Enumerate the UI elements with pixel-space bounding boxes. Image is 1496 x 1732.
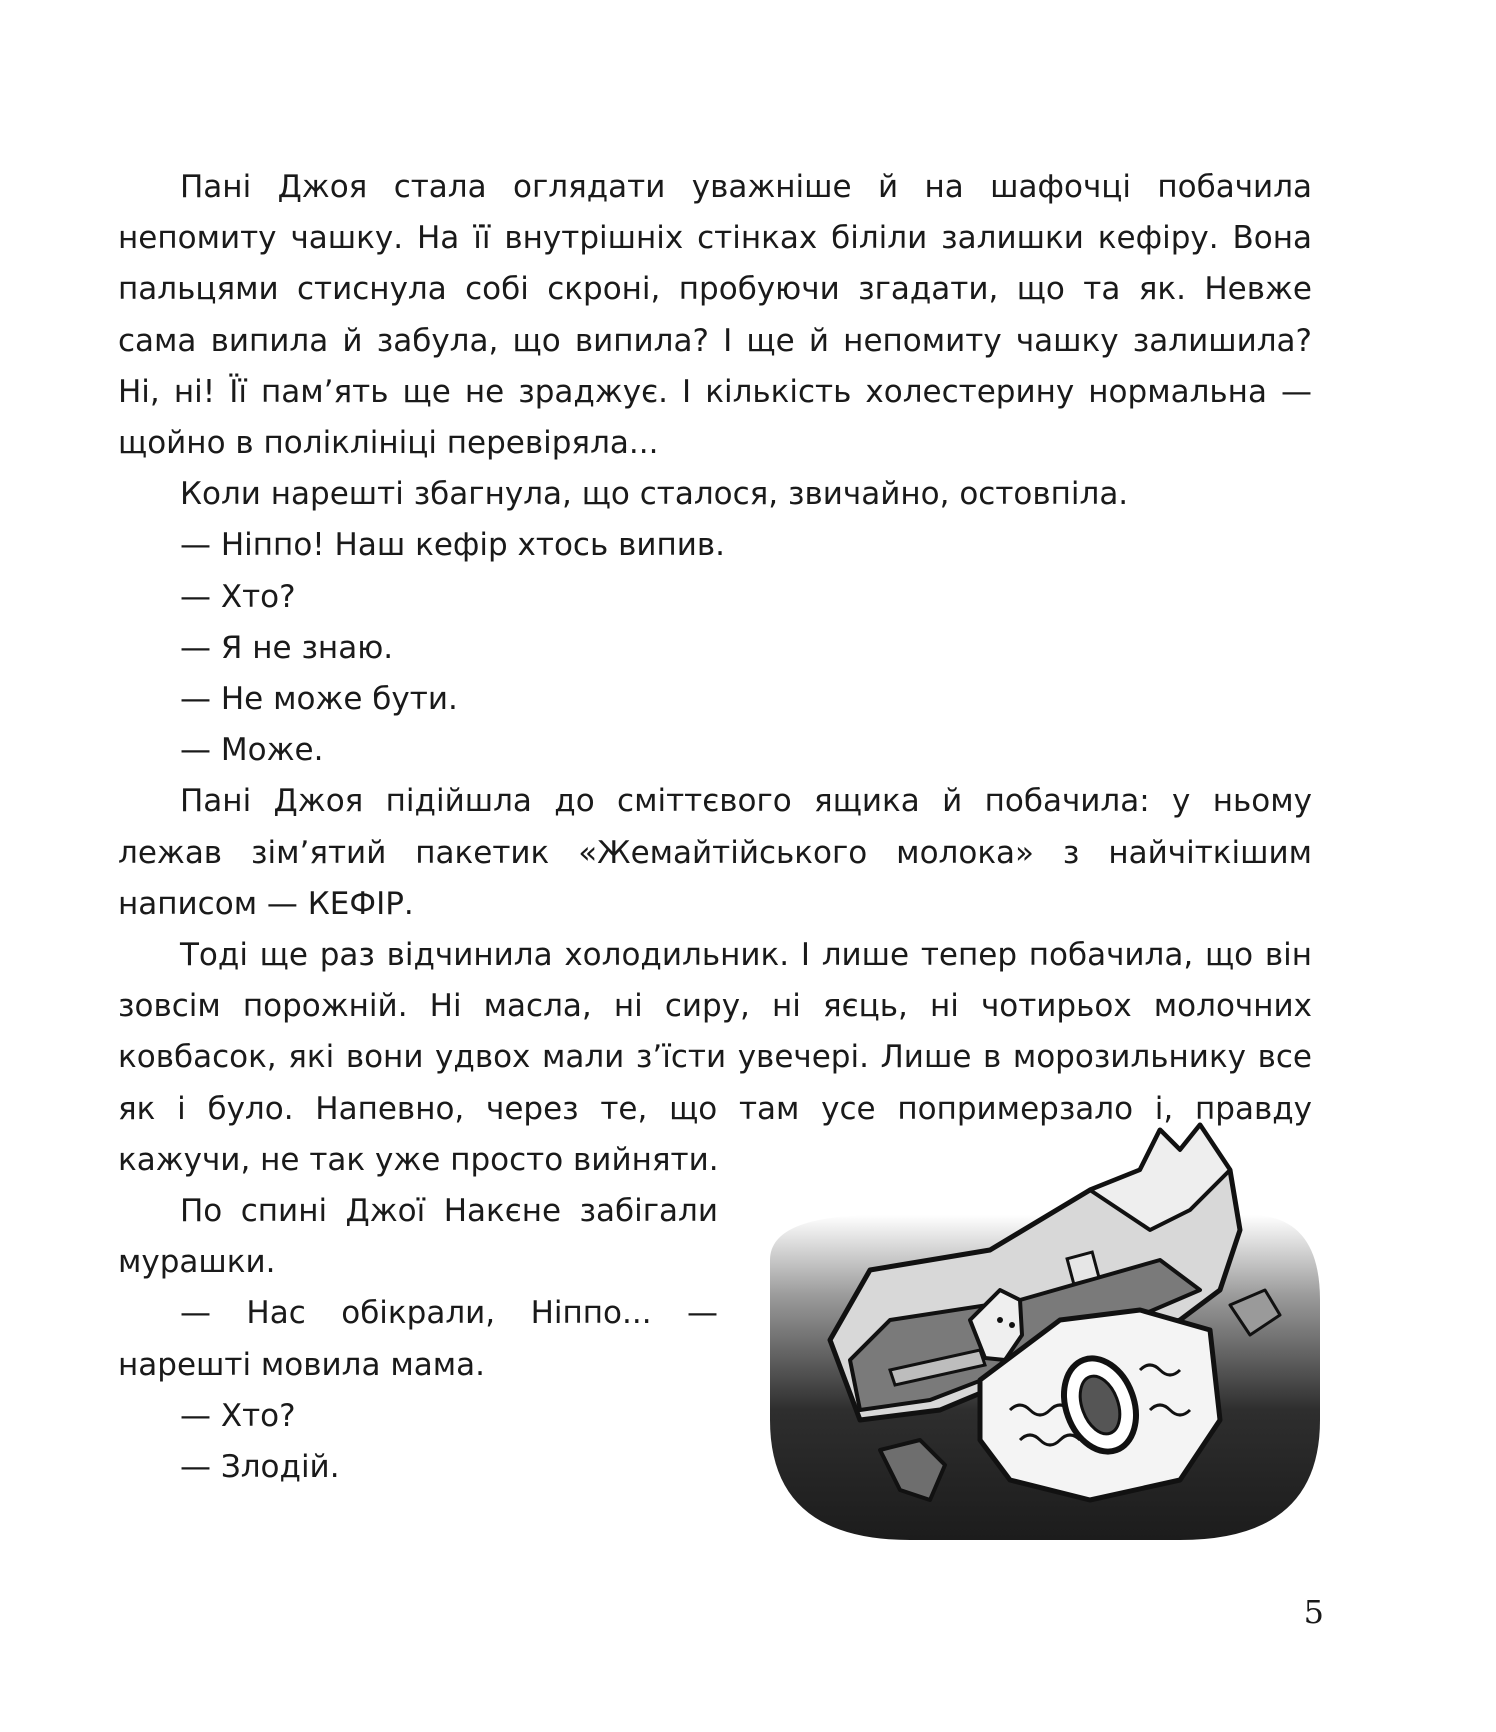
paragraph: Коли нарешті збагнула, що сталося, звичайно, остовпіла. bbox=[180, 476, 1129, 513]
narrow-text-block bbox=[118, 1186, 718, 1493]
dialogue-line: — Хто? bbox=[180, 1397, 296, 1434]
dialogue-line: — Хто? bbox=[180, 578, 296, 615]
crumpled-kefir-carton-icon bbox=[760, 1120, 1320, 1540]
paragraph: Пані Джоя підійшла до сміттєвого ящика й побачила: у ньому лежав зім’ятий пакетик «Жемайтійського молока» з найчіткішим написом — КЕФІР. bbox=[118, 783, 1312, 922]
paragraph: По спині Джої Накєне забігали мурашки. bbox=[118, 1193, 718, 1281]
dialogue-line: — Нас обікрали, Ніппо... — нарешті мовила мама. bbox=[118, 1295, 718, 1383]
page-number: 5 bbox=[1303, 1593, 1324, 1631]
dialogue-line: — Ніппо! Наш кефір хтось випив. bbox=[180, 527, 726, 564]
dialogue-line: — Я не знаю. bbox=[180, 629, 394, 666]
dialogue-line: — Злодій. bbox=[180, 1449, 340, 1486]
paragraph: Тоді ще раз відчинила холодильник. І лише тепер побачила, що він зовсім порожній. Ні масла, ні сиру, ні яєць, ні чотирьох молочних ковбасок, які вони удвох мали з’їсти увечері. Лише в морозильнику все як і було. Напевно, через те, що там усе попримерзало і, правду кажучи, не так уже просто вийняти. bbox=[118, 937, 1312, 1178]
paragraph: Пані Джоя стала оглядати уважніше й на шафочці побачила непомиту чашку. На її внутрішніх стінках біліли залишки кефіру. Вона пальцями стиснула собі скроні, пробуючи згадати, що та як. Невже сама випила й забула, що випила? І ще й непомиту чашку залишила? Ні, ні! Її пам’ять ще не зраджує. І кількість холестерину нормальна — щойно в поліклініці перевіряла... bbox=[118, 169, 1312, 462]
dialogue-line: — Може. bbox=[180, 732, 324, 769]
dialogue-line: — Не може бути. bbox=[180, 681, 458, 718]
